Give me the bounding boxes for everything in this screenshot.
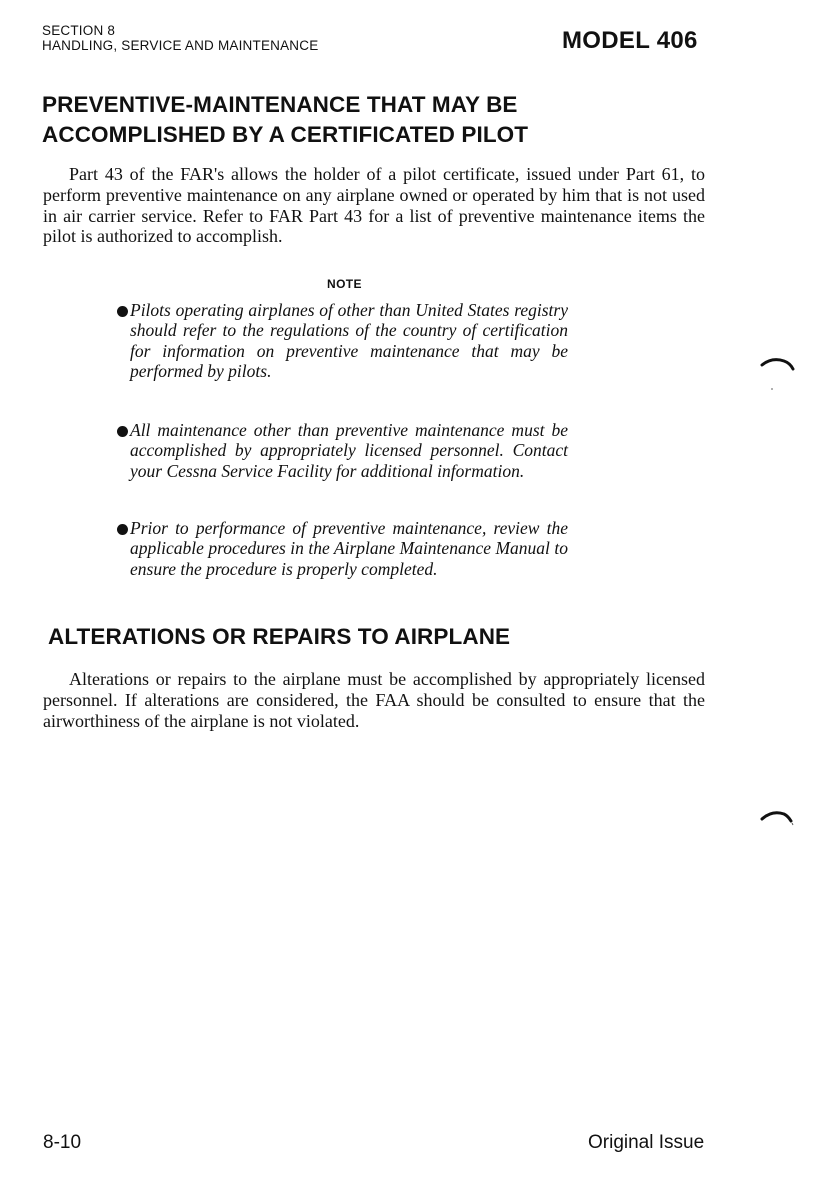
preventive-maintenance-heading	[42, 90, 742, 150]
scan-speck	[771, 388, 773, 390]
margin-mark-icon	[760, 808, 796, 828]
note-label: NOTE	[327, 277, 362, 291]
heading-line-2: ACCOMPLISHED BY A CERTIFICATED PILOT	[42, 122, 529, 147]
bullet-icon	[117, 306, 128, 317]
note-item-text: Pilots operating airplanes of other than United States registry should refer to the regulations of the country of certification for information on preventive maintenance that may be performed by pilots.	[130, 300, 568, 381]
note-item-text: Prior to performance of preventive maintenance, review the applicable procedures in the Airplane Maintenance Manual to ensure the procedure is properly completed.	[130, 518, 568, 579]
section-title: HANDLING, SERVICE AND MAINTENANCE	[42, 38, 319, 53]
alterations-heading: ALTERATIONS OR REPAIRS TO AIRPLANE	[48, 624, 511, 649]
model-title: MODEL 406	[562, 27, 698, 54]
page-number: 8-10	[43, 1132, 82, 1153]
heading-line-1: PREVENTIVE-MAINTENANCE THAT MAY BE	[42, 92, 518, 117]
bullet-icon	[117, 524, 128, 535]
issue-label: Original Issue	[588, 1132, 705, 1153]
preventive-maintenance-paragraph	[43, 164, 705, 247]
note-item-text: All maintenance other than preventive maintenance must be accomplished by appropriately licensed personnel. Contact your Cessna Service Facility for additional information.	[130, 420, 568, 481]
paragraph-text: Part 43 of the FAR's allows the holder of a pilot certificate, issued under Part 61, to perform preventive maintenance on any airplane owned or operated by him that is not used in air carrier service. Refer to FAR Part 43 for a list of preventive maintenance items the pilot is authorized to accomplish.	[43, 164, 705, 247]
alterations-paragraph	[43, 669, 705, 731]
running-header	[42, 23, 318, 53]
margin-mark-icon	[760, 356, 796, 372]
note-item	[130, 300, 568, 381]
note-item	[130, 518, 568, 579]
note-item	[130, 420, 568, 481]
section-number: SECTION 8	[42, 23, 116, 38]
paragraph-text: Alterations or repairs to the airplane must be accomplished by appropriately licensed personnel. If alterations are considered, the FAA should be consulted to ensure that the airworthiness of the airplane is not violated.	[43, 669, 705, 731]
bullet-icon	[117, 426, 128, 437]
